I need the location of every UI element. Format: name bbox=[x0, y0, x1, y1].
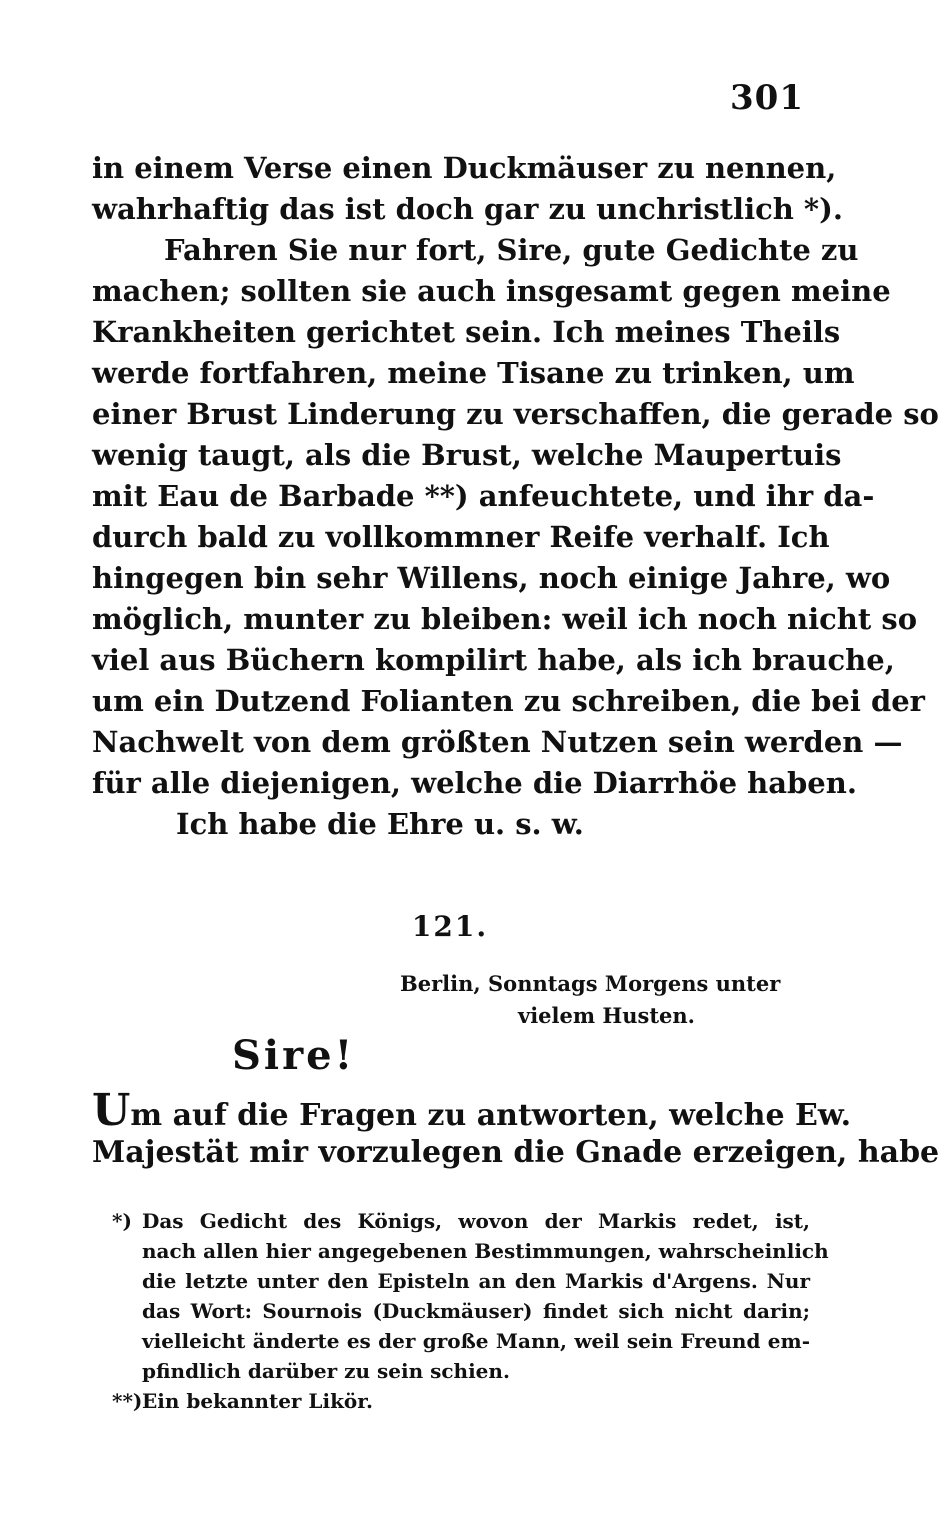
text-line: mit Eau de Barbade **) anfeuchtete, und ihr da- bbox=[92, 479, 875, 513]
footnotes bbox=[112, 1206, 829, 1416]
text-line: möglich, munter zu bleiben: weil ich noch nicht so bbox=[92, 602, 918, 636]
dateline-place: Berlin, Sonntags Morgens unter bbox=[400, 971, 781, 996]
opening-line-rest: m auf die Fragen zu antworten, welche Ew. bbox=[130, 1098, 852, 1133]
text-line: hingegen bin sehr Willens, noch einige Jahre, wo bbox=[92, 561, 891, 595]
footnote-line: nach allen hier angegebenen Bestimmungen, wahrscheinlich bbox=[142, 1239, 829, 1263]
dateline bbox=[400, 968, 810, 1032]
body-text bbox=[92, 148, 939, 845]
footnote-line bbox=[112, 1386, 810, 1416]
text-line: wahrhaftig das ist doch gar zu unchristlich *). bbox=[92, 192, 843, 226]
footnote-line: pfindlich darüber zu sein schien. bbox=[142, 1359, 510, 1383]
opening-line: Majestät mir vorzulegen die Gnade erzeigen, habe bbox=[92, 1135, 939, 1170]
footnote-line bbox=[112, 1206, 810, 1236]
footnote-text: Ein bekannter Likör. bbox=[142, 1389, 373, 1413]
text-line: Fahren Sie nur fort, Sire, gute Gedichte zu bbox=[164, 233, 859, 267]
text-line: wenig taugt, als die Brust, welche Maupertuis bbox=[92, 438, 842, 472]
closing-formula: Ich habe die Ehre u. s. w. bbox=[176, 807, 584, 841]
footnote-line: das Wort: Sournois (Duckmäuser) findet sich nicht darin; bbox=[142, 1299, 810, 1323]
dateline-note: vielem Husten. bbox=[518, 1003, 695, 1028]
footnote-text: Das Gedicht des Königs, wovon der Markis redet, ist, bbox=[142, 1209, 810, 1233]
text-line: machen; sollten sie auch insgesamt gegen meine bbox=[92, 274, 891, 308]
text-line: Krankheiten gerichtet sein. Ich meines Theils bbox=[92, 315, 841, 349]
text-line: durch bald zu vollkommner Reife verhalf. Ich bbox=[92, 520, 830, 554]
page-number: 301 bbox=[730, 78, 804, 118]
text-line: werde fortfahren, meine Tisane zu trinken, um bbox=[92, 356, 855, 390]
salutation: Sire! bbox=[232, 1032, 356, 1079]
text-line: in einem Verse einen Duckmäuser zu nennen, bbox=[92, 151, 837, 185]
footnote-marker: *) bbox=[112, 1209, 132, 1233]
text-line: Nachwelt von dem größten Nutzen sein werden — bbox=[92, 725, 903, 759]
footnote-line: die letzte unter den Episteln an den Markis d'Argens. Nur bbox=[142, 1269, 810, 1293]
letter-number: 121. bbox=[411, 910, 489, 943]
text-line: viel aus Büchern kompilirt habe, als ich brauche, bbox=[92, 643, 895, 677]
initial-letter: U bbox=[92, 1085, 131, 1136]
text-line: um ein Dutzend Folianten zu schreiben, die bei der bbox=[92, 684, 925, 718]
footnote-marker: **) bbox=[112, 1389, 143, 1413]
letter-opening bbox=[92, 1085, 939, 1174]
footnote-line: vielleicht änderte es der große Mann, weil sein Freund em- bbox=[142, 1329, 810, 1353]
text-line: für alle diejenigen, welche die Diarrhöe haben. bbox=[92, 766, 857, 800]
opening-line bbox=[92, 1085, 852, 1136]
text-line: einer Brust Linderung zu verschaffen, die gerade so bbox=[92, 397, 939, 431]
